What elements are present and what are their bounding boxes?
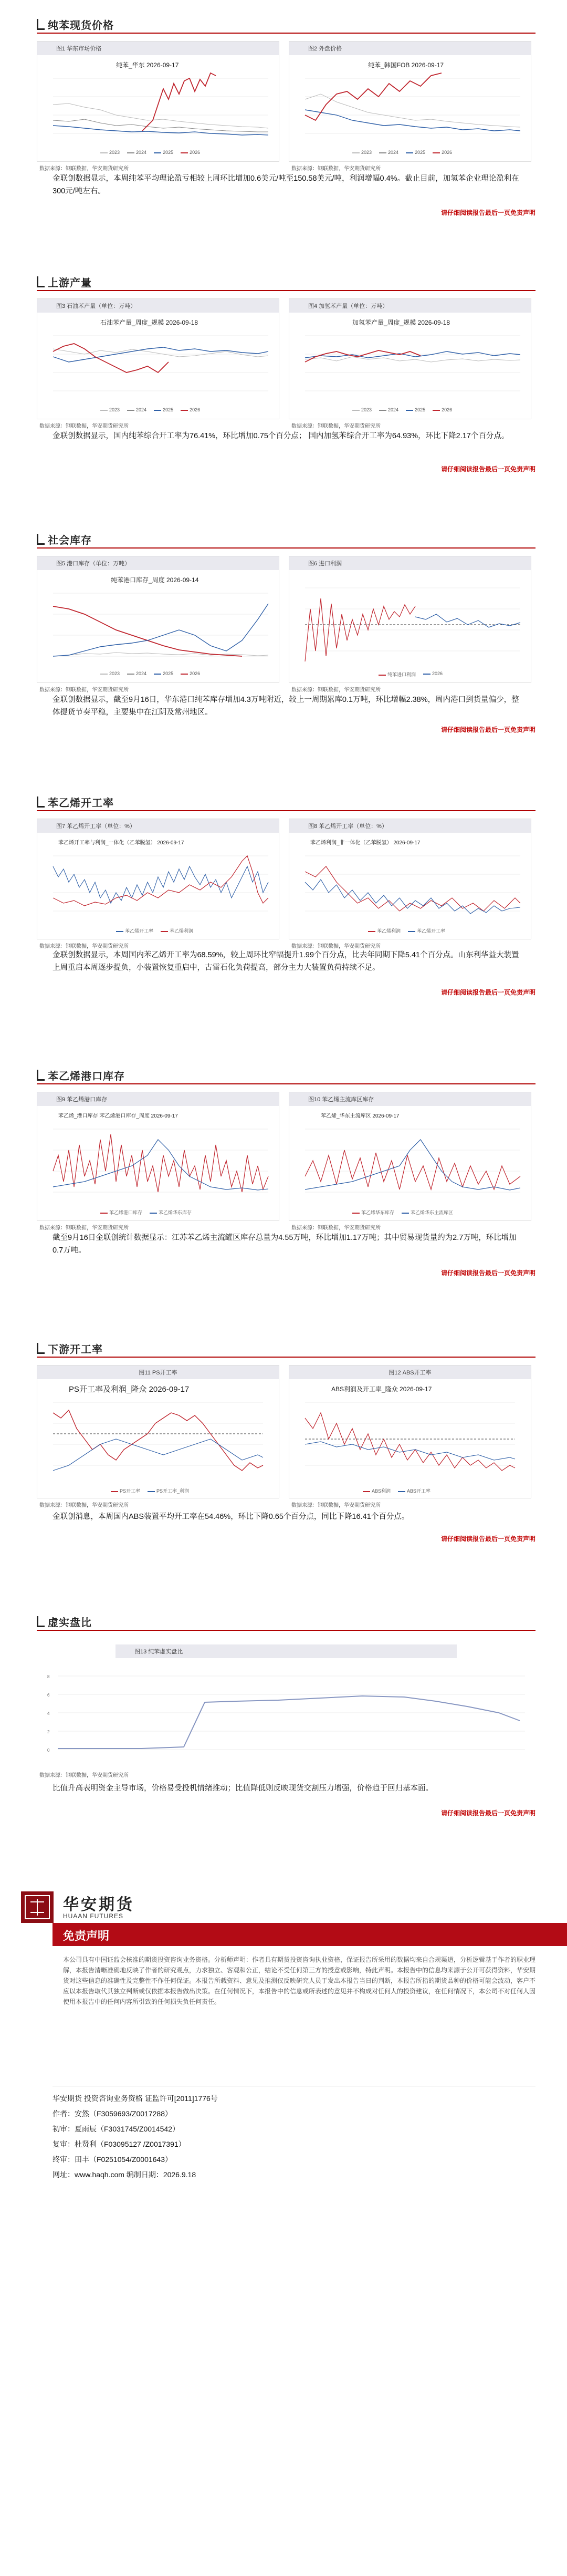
source-note: 数据来源：钢联数据，华安期货研究所 (291, 1503, 381, 1508)
chart-subtitle: 纯苯_韩国FOB 2026-09-17 (368, 61, 444, 69)
chart-9-plot (37, 1092, 279, 1220)
chart-legend: 苯乙烯港口库存 苯乙烯华东库存 (100, 1209, 192, 1216)
section-heading: 社会库存 (37, 532, 92, 547)
figure-title: 图6 进口利润 (308, 561, 342, 567)
section-paragraph: 金联创数据显示，本周国内苯乙烯开工率为68.59%，较上周环比窄幅提升1.99个百分点，比去年同期下降5.41个百分点。山东利华益大装置上周重启本周逐步提负，小装置恢复重启中，古雷石化负荷提高，部分主力大装置负荷持续不足。 (52, 951, 519, 972)
svg-text:0: 0 (47, 1748, 50, 1753)
disclaimer-banner (52, 1923, 567, 1946)
section-paragraph: 金联创数据显示，国内纯苯综合开工率为76.41%，环比增加0.75个百分点； 国内加氢苯综合开工率为64.93%，环比下降2.17个百分点。 (52, 432, 509, 440)
chart-subtitle: 加氢苯产量_周度_规模 2026-09-18 (352, 319, 450, 326)
chart-3-plot (37, 299, 279, 419)
chart-subtitle: 石油苯产量_周度_规模 2026-09-18 (100, 319, 198, 326)
section-styrene-rate (0, 778, 567, 998)
source-note: 数据来源：钢联数据，华安期货研究所 (291, 166, 381, 172)
section-divider (37, 547, 536, 549)
source-note: 数据来源：钢联数据，华安期货研究所 (291, 944, 381, 949)
chart-legend: 2023 2024 2025 2026 (100, 150, 200, 155)
figure-2 (289, 41, 531, 162)
svg-text:8: 8 (47, 1674, 50, 1679)
logo-seal-icon (21, 1891, 54, 1923)
chart-legend: 纯苯进口利润 2026 (379, 671, 443, 678)
final-review-line: 终审：田丰（F0251054/Z0001643） (52, 2155, 172, 2164)
figure-8 (289, 819, 531, 939)
chart-4-plot (289, 299, 531, 419)
figure-title: 图1 华东市场价格 (56, 46, 102, 52)
source-note: 数据来源：钢联数据，华安期货研究所 (39, 1773, 129, 1778)
section-divider (37, 1083, 536, 1084)
figure-title: 图8 苯乙烯开工率（单位：%） (308, 823, 387, 830)
figure-4 (289, 298, 531, 419)
section-paragraph: 比值升高表明资金主导市场，价格易受投机情绪推动；比值降低则反映现货交割压力增强，价格趋于回归基本面。 (52, 1784, 433, 1793)
disclaimer-link[interactable]: 请仔细阅读报告最后一页免责声明 (440, 1809, 536, 1817)
chart-8-plot (289, 819, 531, 939)
chart-subtitle: ABS利润及开工率_隆众 2026-09-17 (331, 1385, 432, 1393)
chart-legend: 2023 2024 2025 2026 (100, 671, 200, 676)
section-upstream-output (0, 257, 567, 478)
svg-text:2: 2 (47, 1730, 50, 1734)
chart-subtitle: 苯乙烯_港口库存 苯乙烯港口库存_周度 2026-09-17 (58, 1113, 178, 1119)
chart-12-plot (289, 1365, 531, 1498)
section-paragraph: 截至9月16日金联创统计数据显示：江苏苯乙烯主流罐区库存总量为4.55万吨，环比增加1.17万吨；其中贸易现货量约为2.7万吨，环比增加0.7万吨。 (52, 1234, 517, 1255)
figure-13 (37, 1644, 536, 1765)
figure-6 (289, 556, 531, 683)
figure-title: 图3 石油苯产量（单位：万吨） (56, 303, 136, 309)
section-divider (37, 33, 536, 34)
disclaimer-text: 本公司具有中国证监会核准的期货投资咨询业务资格。分析师声明：作者具有期货投资咨询执业资格，保证报告所采用的数据均来自合规渠道，分析逻辑基于作者的职业理解，本报告清晰准确地反映了作者的研究观点，力求独立、客观和公正，结论不受任何第三方的授意或影响，特此声明。本报告中的信息均来源于公开可获得资料，华安期货对这些信息的准确性及完整性不作任何保证。本报告所载资料、意见及推测仅反映研究人员于发出本报告当日的判断，本报告所指的期货品种的价格可能会波动，客户不应以本报告取代其独立判断或仅依据本报告做出决策。在任何情况下，本报告中的信息或所表述的意见并不构成对任何人的投资建议，在任何情况下，本公司不对任何人因使用本报告中的任何内容所引致的任何损失负任何责任。 (63, 1956, 536, 2005)
section-styrene-port-inventory (0, 1051, 567, 1277)
source-note: 数据来源：钢联数据，华安期货研究所 (39, 944, 129, 949)
section-downstream-rate (0, 1324, 567, 1560)
company-logo (21, 1891, 54, 1923)
chart-legend: ABS利润 ABS开工率 (363, 1487, 430, 1494)
figure-title: 图7 苯乙烯开工率（单位：%） (56, 823, 135, 830)
section-heading: 纯苯现货价格 (37, 17, 114, 32)
section-heading: 上游产量 (37, 274, 92, 289)
figure-5 (37, 556, 279, 683)
figure-title: 图9 苯乙烯港口库存 (56, 1096, 108, 1103)
section-divider (37, 810, 536, 811)
figure-title: 图11 PS开工率 (139, 1370, 177, 1376)
chart-subtitle: 纯苯港口库存_周度 2026-09-14 (111, 576, 199, 584)
report-credits (52, 2091, 218, 2182)
brand-name: 华安期货 (63, 1896, 134, 1913)
chart-legend: 2023 2024 2025 2026 (352, 150, 452, 155)
chart-legend: PS开工率 PS开工率_利润 (111, 1487, 189, 1494)
figure-title: 图12 ABS开工率 (388, 1370, 432, 1376)
brand-name-en: HUAAN FUTURES (63, 1912, 124, 1920)
source-note: 数据来源：钢联数据，华安期货研究所 (39, 1225, 129, 1231)
section-divider (37, 1630, 536, 1631)
chart-13-plot (37, 1644, 536, 1765)
disclaimer-link[interactable]: 请仔细阅读报告最后一页免责声明 (440, 1535, 536, 1543)
disclaimer-link[interactable]: 请仔细阅读报告最后一页免责声明 (440, 465, 536, 473)
disclaimer-title: 免责声明 (63, 1929, 110, 1942)
figure-title: 图5 港口库存（单位：万吨） (56, 561, 131, 567)
figure-9 (37, 1092, 279, 1221)
disclaimer-link[interactable]: 请仔细阅读报告最后一页免责声明 (440, 726, 536, 733)
section-divider (37, 1357, 536, 1358)
chart-subtitle: PS开工率及利润_隆众 2026-09-17 (69, 1385, 190, 1394)
source-note: 数据来源：钢联数据，华安期货研究所 (39, 423, 129, 429)
author-line: 作者：安然（F3059693/Z0017288） (52, 2109, 172, 2118)
source-note: 数据来源：钢联数据，华安期货研究所 (291, 1225, 381, 1231)
figure-10 (289, 1092, 531, 1221)
chart-subtitle: 苯乙烯_华东主流库区 2026-09-17 (321, 1113, 400, 1119)
section-heading: 苯乙烯港口库存 (37, 1068, 125, 1083)
section-paragraph: 金联创数据显示，截至9月16日，华东港口纯苯库存增加4.3万吨附近，较上一周期累库0.1万吨，环比增幅2.38%，周内港口到货量偏少，整体提货节奏平稳，主要集中在江阴及常州地区。 (52, 696, 519, 717)
source-note: 数据来源：钢联数据，华安期货研究所 (39, 166, 129, 172)
section-social-inventory (0, 515, 567, 736)
source-note: 数据来源：钢联数据，华安期货研究所 (39, 687, 129, 693)
figure-7 (37, 819, 279, 939)
chart-10-plot (289, 1092, 531, 1220)
report-footer (0, 1860, 567, 2574)
chart-2-plot (289, 42, 531, 161)
figure-title: 图2 外盘价格 (308, 46, 342, 52)
section-virtual-real-ratio (0, 1597, 567, 1818)
section-heading: 下游开工率 (37, 1341, 103, 1356)
chart-1-plot (37, 42, 279, 161)
chart-subtitle: 纯苯_华东 2026-09-17 (116, 61, 179, 69)
figure-3 (37, 298, 279, 419)
chart-6-plot (289, 556, 531, 682)
figure-12 (289, 1365, 531, 1498)
website-date-line[interactable]: 网址：www.haqh.com 编制日期：2026.9.18 (52, 2170, 196, 2179)
chart-legend: 苯乙烯利润 苯乙烯开工率 (368, 927, 445, 934)
section-heading: 苯乙烯开工率 (37, 794, 114, 810)
figure-11 (37, 1365, 279, 1498)
source-note: 数据来源：钢联数据，华安期货研究所 (291, 423, 381, 429)
chart-11-plot (37, 1365, 279, 1498)
chart-legend: 苯乙烯开工率 苯乙烯利润 (116, 927, 193, 934)
figure-title: 图10 苯乙烯主流库区库存 (308, 1096, 374, 1103)
first-review-line: 初审：夏雨辰（F3031745/Z0014542） (52, 2125, 180, 2133)
disclaimer-link[interactable]: 请仔细阅读报告最后一页免责声明 (440, 989, 536, 996)
chart-legend: 2023 2024 2025 2026 (100, 407, 200, 412)
section-price (0, 0, 567, 221)
section-paragraph: 金联创数据显示，本周纯苯平均理论盈亏相较上周环比增加0.6美元/吨至150.58美元/吨，利润增幅0.4%。截止目前，加氢苯企业理论盈利在300元/吨左右。 (52, 174, 519, 195)
second-review-line: 复审：杜贤利（F03095127 /Z0017391） (52, 2140, 186, 2148)
source-note: 数据来源：钢联数据，华安期货研究所 (291, 687, 381, 693)
section-paragraph: 金联创消息，本周国内ABS装置平均开工率在54.46%，环比下降0.65个百分点，同比下降16.41个百分点。 (52, 1513, 410, 1521)
figure-title: 图13 纯苯虚实盘比 (134, 1649, 183, 1655)
chart-legend: 苯乙烯华东库存 苯乙烯华东主流库区 (352, 1209, 453, 1216)
disclaimer-link[interactable]: 请仔细阅读报告最后一页免责声明 (440, 1269, 536, 1277)
source-note: 数据来源：钢联数据，华安期货研究所 (39, 1503, 129, 1508)
section-heading: 虚实盘比 (37, 1614, 92, 1629)
figure-1 (37, 41, 279, 162)
svg-text:4: 4 (47, 1711, 50, 1716)
chart-subtitle: 苯乙烯利润_非一体化（乙苯脱氢） 2026-09-17 (310, 840, 421, 846)
chart-subtitle: 苯乙烯开工率与利润_一体化（乙苯脱氢） 2026-09-17 (58, 840, 184, 846)
svg-text:6: 6 (47, 1693, 50, 1698)
chart-legend: 2023 2024 2025 2026 (352, 407, 452, 412)
chart-7-plot (37, 819, 279, 939)
chart-5-plot (37, 556, 279, 682)
figure-title: 图4 加氢苯产量（单位：万吨） (308, 303, 388, 309)
section-divider (37, 290, 536, 291)
disclaimer-link[interactable]: 请仔细阅读报告最后一页免责声明 (440, 209, 536, 216)
license-line: 华安期货 投资咨询业务资格 证监许可[2011]1776号 (52, 2094, 218, 2103)
